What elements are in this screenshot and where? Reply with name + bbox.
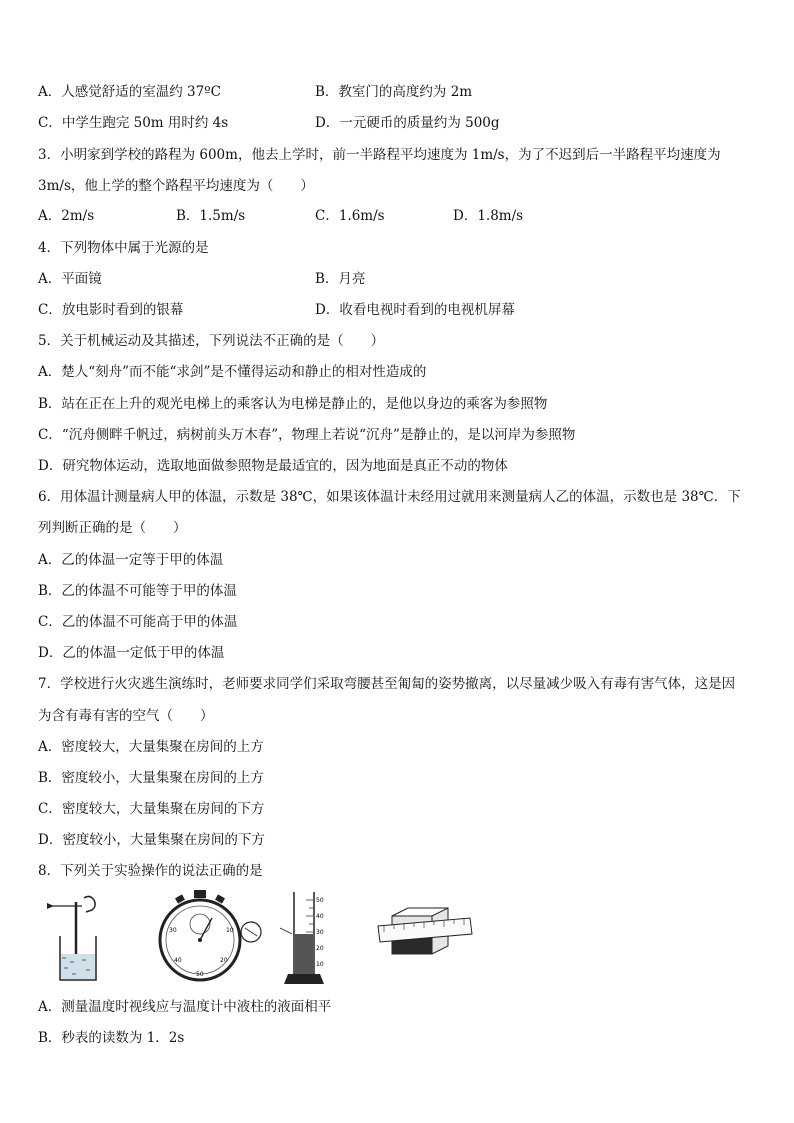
q4-option-a: A．平面镜 [38,271,102,287]
q3-stem-line1: 3．小明家到学校的路程为 600m，他去上学时，前一半路程平均速度为 1m/s，为了不迟到后一半路程平均速度为 [38,147,721,163]
q5-option-b: B．站在正在上升的观光电梯上的乘客认为电梯是静止的，是他以身边的乘客为参照物 [38,396,548,412]
q8-option-a: A．测量温度时视线应与温度计中液柱的液面相平 [38,999,332,1015]
cylinder-label-10: 10 [316,961,324,968]
q7-stem-line2: 为含有毒有害的空气（ ） [38,708,214,724]
graduated-cylinder-figure [280,888,330,988]
q5-option-d: D．研究物体运动，选取地面做参照物是最适宜的，因为地面是真正不动的物体 [38,458,508,474]
q3-option-c: C．1.6m/s [315,208,385,224]
q2-option-b: B．教室门的高度约为 2m [315,84,473,100]
cylinder-label-20: 20 [316,945,324,952]
q6-stem-line2: 列判断正确的是（ ） [38,520,187,536]
q3-stem-line2: 3m/s，他上学的整个路程平均速度为（ ） [38,178,314,194]
q7-stem-line1: 7．学校进行火灾逃生演练时，老师要求同学们采取弯腰甚至匍匐的姿势撤离，以尽量减少吸入有毒有害气体，这是因 [38,676,736,692]
cylinder-label-30: 30 [316,929,324,936]
q7-option-c: C．密度较大，大量集聚在房间的下方 [38,801,265,817]
cylinder-label-50: 50 [316,897,324,904]
q5-stem: 5．关于机械运动及其描述，下列说法不正确的是（ ） [38,333,385,349]
q6-option-a: A．乙的体温一定等于甲的体温 [38,552,224,568]
stopwatch-label-30: 30 [169,927,177,934]
stopwatch-label-10: 10 [226,927,234,934]
q4-option-c: C．放电影时看到的银幕 [38,302,184,318]
q7-option-b: B．密度较小，大量集聚在房间的上方 [38,770,264,786]
thermometer-beaker-figure [42,888,112,983]
q6-option-d: D．乙的体温一定低于甲的体温 [38,645,225,661]
q5-option-c: C．“沉舟侧畔千帆过，病树前头万木春”，物理上若说“沉舟”是静止的，是以河岸为参照物 [38,427,576,443]
q4-option-b: B．月亮 [315,271,366,287]
q8-figures [42,888,472,988]
q8-option-b: B．秒表的读数为 1．2s [38,1030,185,1046]
stopwatch-figure [154,888,264,983]
q3-option-b: B．1.5m/s [176,208,246,224]
q6-option-b: B．乙的体温不可能等于甲的体温 [38,583,237,599]
q7-option-a: A．密度较大，大量集聚在房间的上方 [38,739,264,755]
q8-stem: 8．下列关于实验操作的说法正确的是 [38,863,263,879]
q2-option-a: A．人感觉舒适的室温约 37ºC [38,84,221,100]
q4-option-d: D．收看电视时看到的电视机屏幕 [315,302,515,318]
q3-option-d: D．1.8m/s [453,208,524,224]
q6-option-c: C．乙的体温不可能高于甲的体温 [38,614,238,630]
stopwatch-label-40: 40 [174,957,182,964]
cylinder-label-40: 40 [316,913,324,920]
stopwatch-label-20: 20 [220,957,228,964]
q4-stem: 4．下列物体中属于光源的是 [38,240,209,256]
q2-option-d: D．一元硬币的质量约为 500g [315,115,500,131]
ruler-block-figure [374,888,474,968]
q5-option-a: A．楚人“刻舟”而不能“求剑”是不懂得运动和静止的相对性造成的 [38,364,427,380]
stopwatch-label-50: 50 [196,971,204,978]
q7-option-d: D．密度较小，大量集聚在房间的下方 [38,832,265,848]
q3-option-a: A．2m/s [38,208,95,224]
q6-stem-line1: 6．用体温计测量病人甲的体温，示数是 38℃，如果该体温计未经用过就用来测量病人乙的体温，示数也是 38℃．下 [38,489,741,505]
q2-option-c: C．中学生跑完 50m 用时约 4s [38,115,229,131]
